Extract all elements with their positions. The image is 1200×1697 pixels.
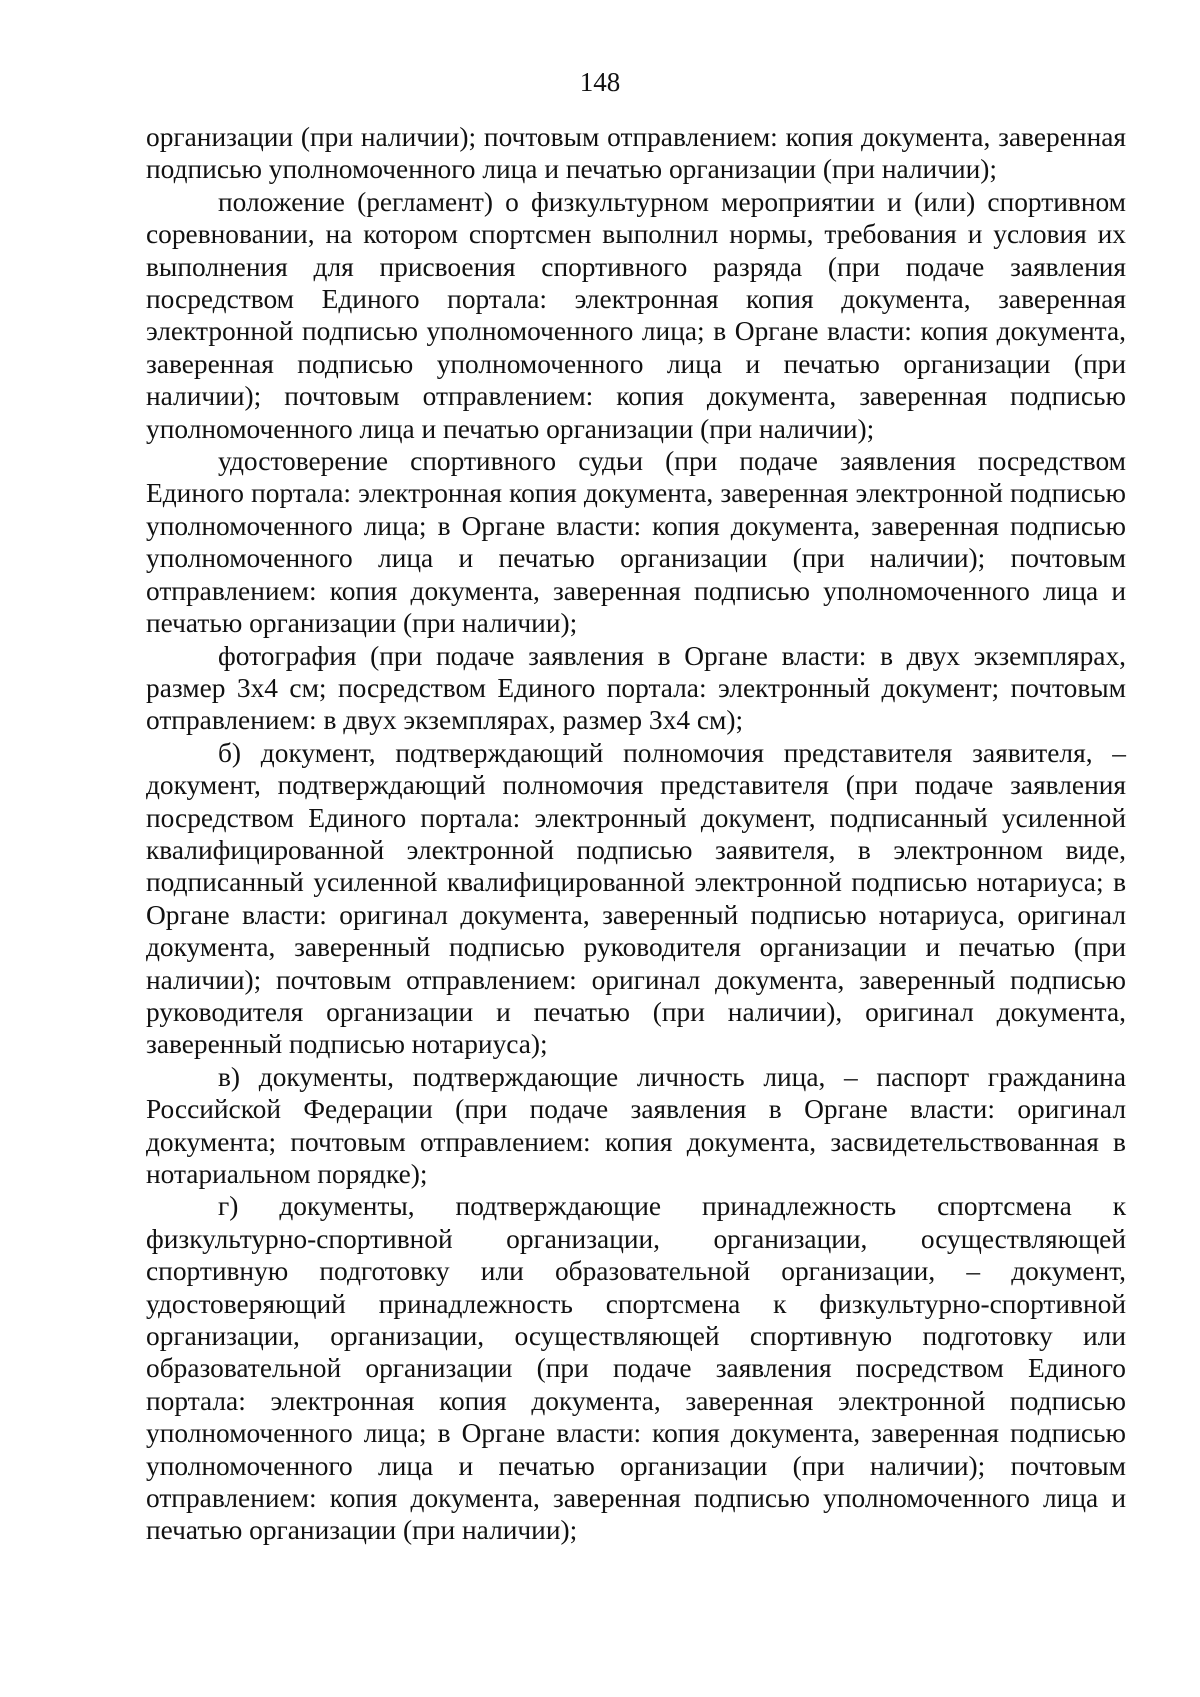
document-body <box>146 121 1126 1547</box>
paragraph-regulation: положение (регламент) о физкультурном мероприятии и (или) спортивном соревновании, на котором спортсмен выполнил нормы, требования и условия их выполнения для присвоения спортивного разряда (при подаче заявления посредством Единого портала: электронная копия документа, заверенная электронной подписью уполномоченного лица; в Органе власти: копия документа, заверенная подписью уполномоченного лица и печатью организации (при наличии); почтовым отправлением: копия документа, заверенная подписью уполномоченного лица и печатью организации (при наличии); <box>146 186 1126 444</box>
paragraph-photo: фотография (при подаче заявления в Органе власти: в двух экземплярах, размер 3х4 см; посредством Единого портала: электронный документ; почтовым отправлением: в двух экземплярах, размер 3х4 см); <box>146 640 1126 736</box>
paragraph-judge-certificate: удостоверение спортивного судьи (при подаче заявления посредством Единого портала: электронная копия документа, заверенная электронной подписью уполномоченного лица; в Органе власти: копия документа, заверенная подписью уполномоченного лица и печатью организации (при наличии); почтовым отправлением: копия документа, заверенная подписью уполномоченного лица и печатью организации (при наличии); <box>146 446 1126 639</box>
paragraph-item-g: г) документы, подтверждающие принадлежность спортсмена к физкультурно-спортивной организации, организации, осуществляющей спортивную подготовку или образовательной организации, – документ, удостоверяющий принадлежность спортсмена к физкультурно-спортивной организации, организации, осуществляющей спортивную подготовку или образовательной организации (при подаче заявления посредством Единого портала: электронная копия документа, заверенная электронной подписью уполномоченного лица; в Органе власти: копия документа, заверенная подписью уполномоченного лица и печатью организации (при наличии); почтовым отправлением: копия документа, заверенная подписью уполномоченного лица и печатью организации (при наличии); <box>146 1191 1126 1546</box>
paragraph-continuation: организации (при наличии); почтовым отправлением: копия документа, заверенная подписью уполномоченного лица и печатью организации (при наличии); <box>146 122 1126 185</box>
paragraph-item-b: б) документ, подтверждающий полномочия представителя заявителя, – документ, подтверждающий полномочия представителя (при подаче заявления посредством Единого портала: электронный документ, подписанный усиленной квалифицированной электронной подписью заявителя, в электронном виде, подписанный усиленной квалифицированной электронной подписью нотариуса; в Органе власти: оригинал документа, заверенный подписью нотариуса, оригинал документа, заверенный подписью руководителя организации и печатью (при наличии); почтовым отправлением: оригинал документа, заверенный подписью руководителя организации и печатью (при наличии), оригинал документа, заверенный подписью нотариуса); <box>146 737 1126 1060</box>
page-number: 148 <box>579 67 621 97</box>
paragraph-item-v: в) документы, подтверждающие личность лица, – паспорт гражданина Российской Федерации (при подаче заявления в Органе власти: оригинал документа; почтовым отправлением: копия документа, засвидетельствованная в нотариальном порядке); <box>146 1061 1126 1189</box>
